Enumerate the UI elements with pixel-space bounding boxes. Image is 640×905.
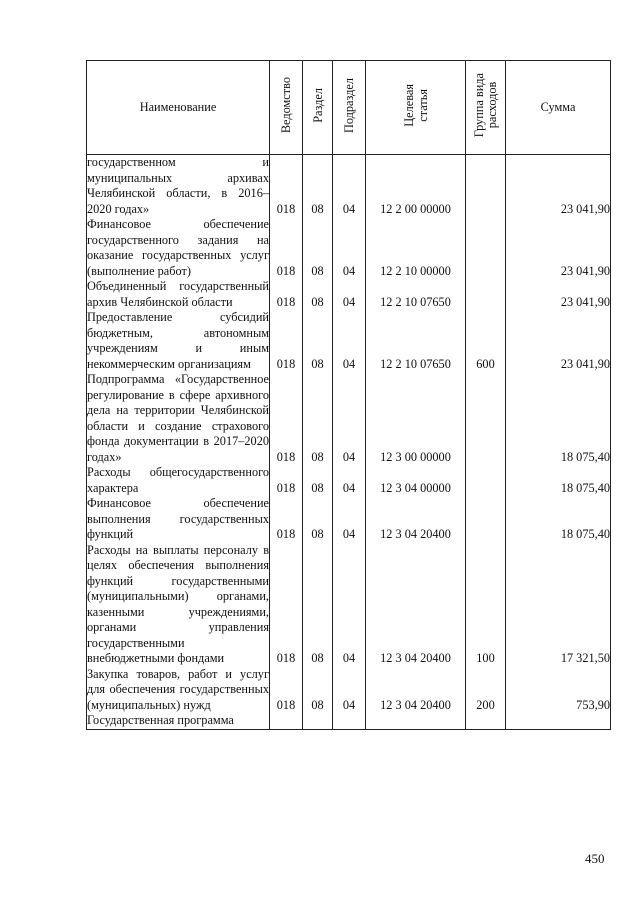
row-celevaya-statya: 12 2 10 00000: [366, 217, 466, 279]
row-podrazdel: 04: [333, 372, 366, 465]
row-vedomstvo: 018: [270, 543, 303, 667]
row-vedomstvo: [270, 713, 303, 729]
row-gruppa: [466, 279, 506, 310]
header-name-label: Наименование: [139, 99, 217, 114]
row-summa: 17 321,50: [506, 543, 611, 667]
row-vedomstvo: 018: [270, 465, 303, 496]
header-razdel: [303, 61, 333, 155]
row-celevaya-statya: 12 3 04 00000: [366, 465, 466, 496]
table-row: [87, 713, 611, 729]
row-vedomstvo: 018: [270, 496, 303, 543]
row-gruppa: 200: [466, 667, 506, 714]
row-podrazdel: 04: [333, 667, 366, 714]
row-summa: 18 075,40: [506, 465, 611, 496]
row-summa: 23 041,90: [506, 310, 611, 372]
row-vedomstvo: 018: [270, 667, 303, 714]
row-celevaya-statya: 12 3 04 20400: [366, 496, 466, 543]
row-celevaya-statya: 12 2 00 00000: [366, 155, 466, 218]
row-gruppa: [466, 155, 506, 218]
row-name: Предоставление субсидий бюджетным, автономным учреждениям и иным некоммерческим организациям: [87, 310, 269, 371]
row-celevaya-statya: 12 2 10 07650: [366, 279, 466, 310]
row-vedomstvo: 018: [270, 279, 303, 310]
row-celevaya-statya: 12 3 04 20400: [366, 667, 466, 714]
row-gruppa: [466, 465, 506, 496]
table-row: [87, 667, 611, 714]
row-gruppa: [466, 372, 506, 465]
table-row: [87, 372, 611, 465]
row-name: Объединенный государственный архив Челябинской области: [87, 279, 269, 309]
row-gruppa: 600: [466, 310, 506, 372]
row-vedomstvo: 018: [270, 217, 303, 279]
header-razdel-label: Раздел: [310, 87, 325, 123]
header-name: [87, 61, 270, 155]
row-summa: 23 041,90: [506, 217, 611, 279]
row-podrazdel: 04: [333, 217, 366, 279]
row-vedomstvo: 018: [270, 310, 303, 372]
row-gruppa: 100: [466, 543, 506, 667]
row-razdel: 08: [303, 279, 333, 310]
table-row: [87, 310, 611, 372]
row-celevaya-statya: [366, 713, 466, 729]
row-vedomstvo: 018: [270, 372, 303, 465]
row-razdel: 08: [303, 465, 333, 496]
table-row: [87, 279, 611, 310]
row-podrazdel: 04: [333, 496, 366, 543]
header-podrazdel: [333, 61, 366, 155]
row-podrazdel: 04: [333, 155, 366, 218]
row-gruppa: [466, 217, 506, 279]
row-podrazdel: 04: [333, 279, 366, 310]
row-podrazdel: 04: [333, 543, 366, 667]
header-vedomstvo: [270, 61, 303, 155]
row-celevaya-statya: 12 3 00 00000: [366, 372, 466, 465]
header-summa-label: Сумма: [540, 99, 576, 114]
header-gruppa-vida-rashodov-label: Группа вида расходов: [471, 73, 499, 138]
page-number: 450: [585, 851, 605, 866]
row-razdel: 08: [303, 496, 333, 543]
table-row: [87, 543, 611, 667]
row-name: Финансовое обеспечение выполнения государственных функций: [87, 496, 269, 541]
row-name: Государственная программа: [87, 713, 270, 729]
row-gruppa: [466, 496, 506, 543]
row-summa: 23 041,90: [506, 279, 611, 310]
table-row: [87, 217, 611, 279]
header-podrazdel-label: Подраздел: [342, 77, 356, 133]
row-summa: 753,90: [506, 667, 611, 714]
row-vedomstvo: 018: [270, 155, 303, 218]
row-gruppa: [466, 713, 506, 729]
table-row: [87, 496, 611, 543]
row-razdel: 08: [303, 667, 333, 714]
row-name: Расходы на выплаты персоналу в целях обеспечения выполнения функций государственными (муниципальными) органами, казенными учреждениями, органами управления государственными внебюджетными фондами: [87, 542, 269, 665]
row-summa: [506, 713, 611, 729]
row-name: Финансовое обеспечение государственного задания на оказание государственных услуг (выполнение работ): [87, 217, 269, 278]
row-celevaya-statya: 12 2 10 07650: [366, 310, 466, 372]
row-podrazdel: 04: [333, 310, 366, 372]
row-razdel: [303, 713, 333, 729]
header-celevaya-statya: [366, 61, 466, 155]
row-name: государственном и муниципальных архивах Челябинской области, в 2016–2020 годах»: [87, 155, 269, 216]
row-podrazdel: [333, 713, 366, 729]
row-razdel: 08: [303, 217, 333, 279]
row-name: Расходы общегосударственного характера: [87, 465, 269, 495]
row-razdel: 08: [303, 155, 333, 218]
row-summa: 18 075,40: [506, 372, 611, 465]
row-podrazdel: 04: [333, 465, 366, 496]
budget-table: [86, 60, 611, 730]
header-celevaya-statya-label: Целевая статья: [401, 83, 430, 127]
header-summa: [506, 61, 611, 155]
row-name: Закупка товаров, работ и услуг для обеспечения государственных (муниципальных) нужд: [87, 666, 269, 712]
row-razdel: 08: [303, 372, 333, 465]
table-body: [87, 155, 611, 730]
row-summa: 18 075,40: [506, 496, 611, 543]
row-razdel: 08: [303, 310, 333, 372]
header-vedomstvo-label: Ведомство: [279, 77, 293, 134]
row-name: Подпрограмма «Государственное регулирование в сфере архивного дела на территории Челябинской области и создание страхового фонда документации в 2017–2020 годах»: [87, 372, 269, 464]
row-celevaya-statya: 12 3 04 20400: [366, 543, 466, 667]
table-row: [87, 155, 611, 218]
row-summa: 23 041,90: [506, 155, 611, 218]
table-row: [87, 465, 611, 496]
row-razdel: 08: [303, 543, 333, 667]
table-header: [87, 61, 611, 155]
header-gruppa-vida-rashodov: [466, 61, 506, 155]
